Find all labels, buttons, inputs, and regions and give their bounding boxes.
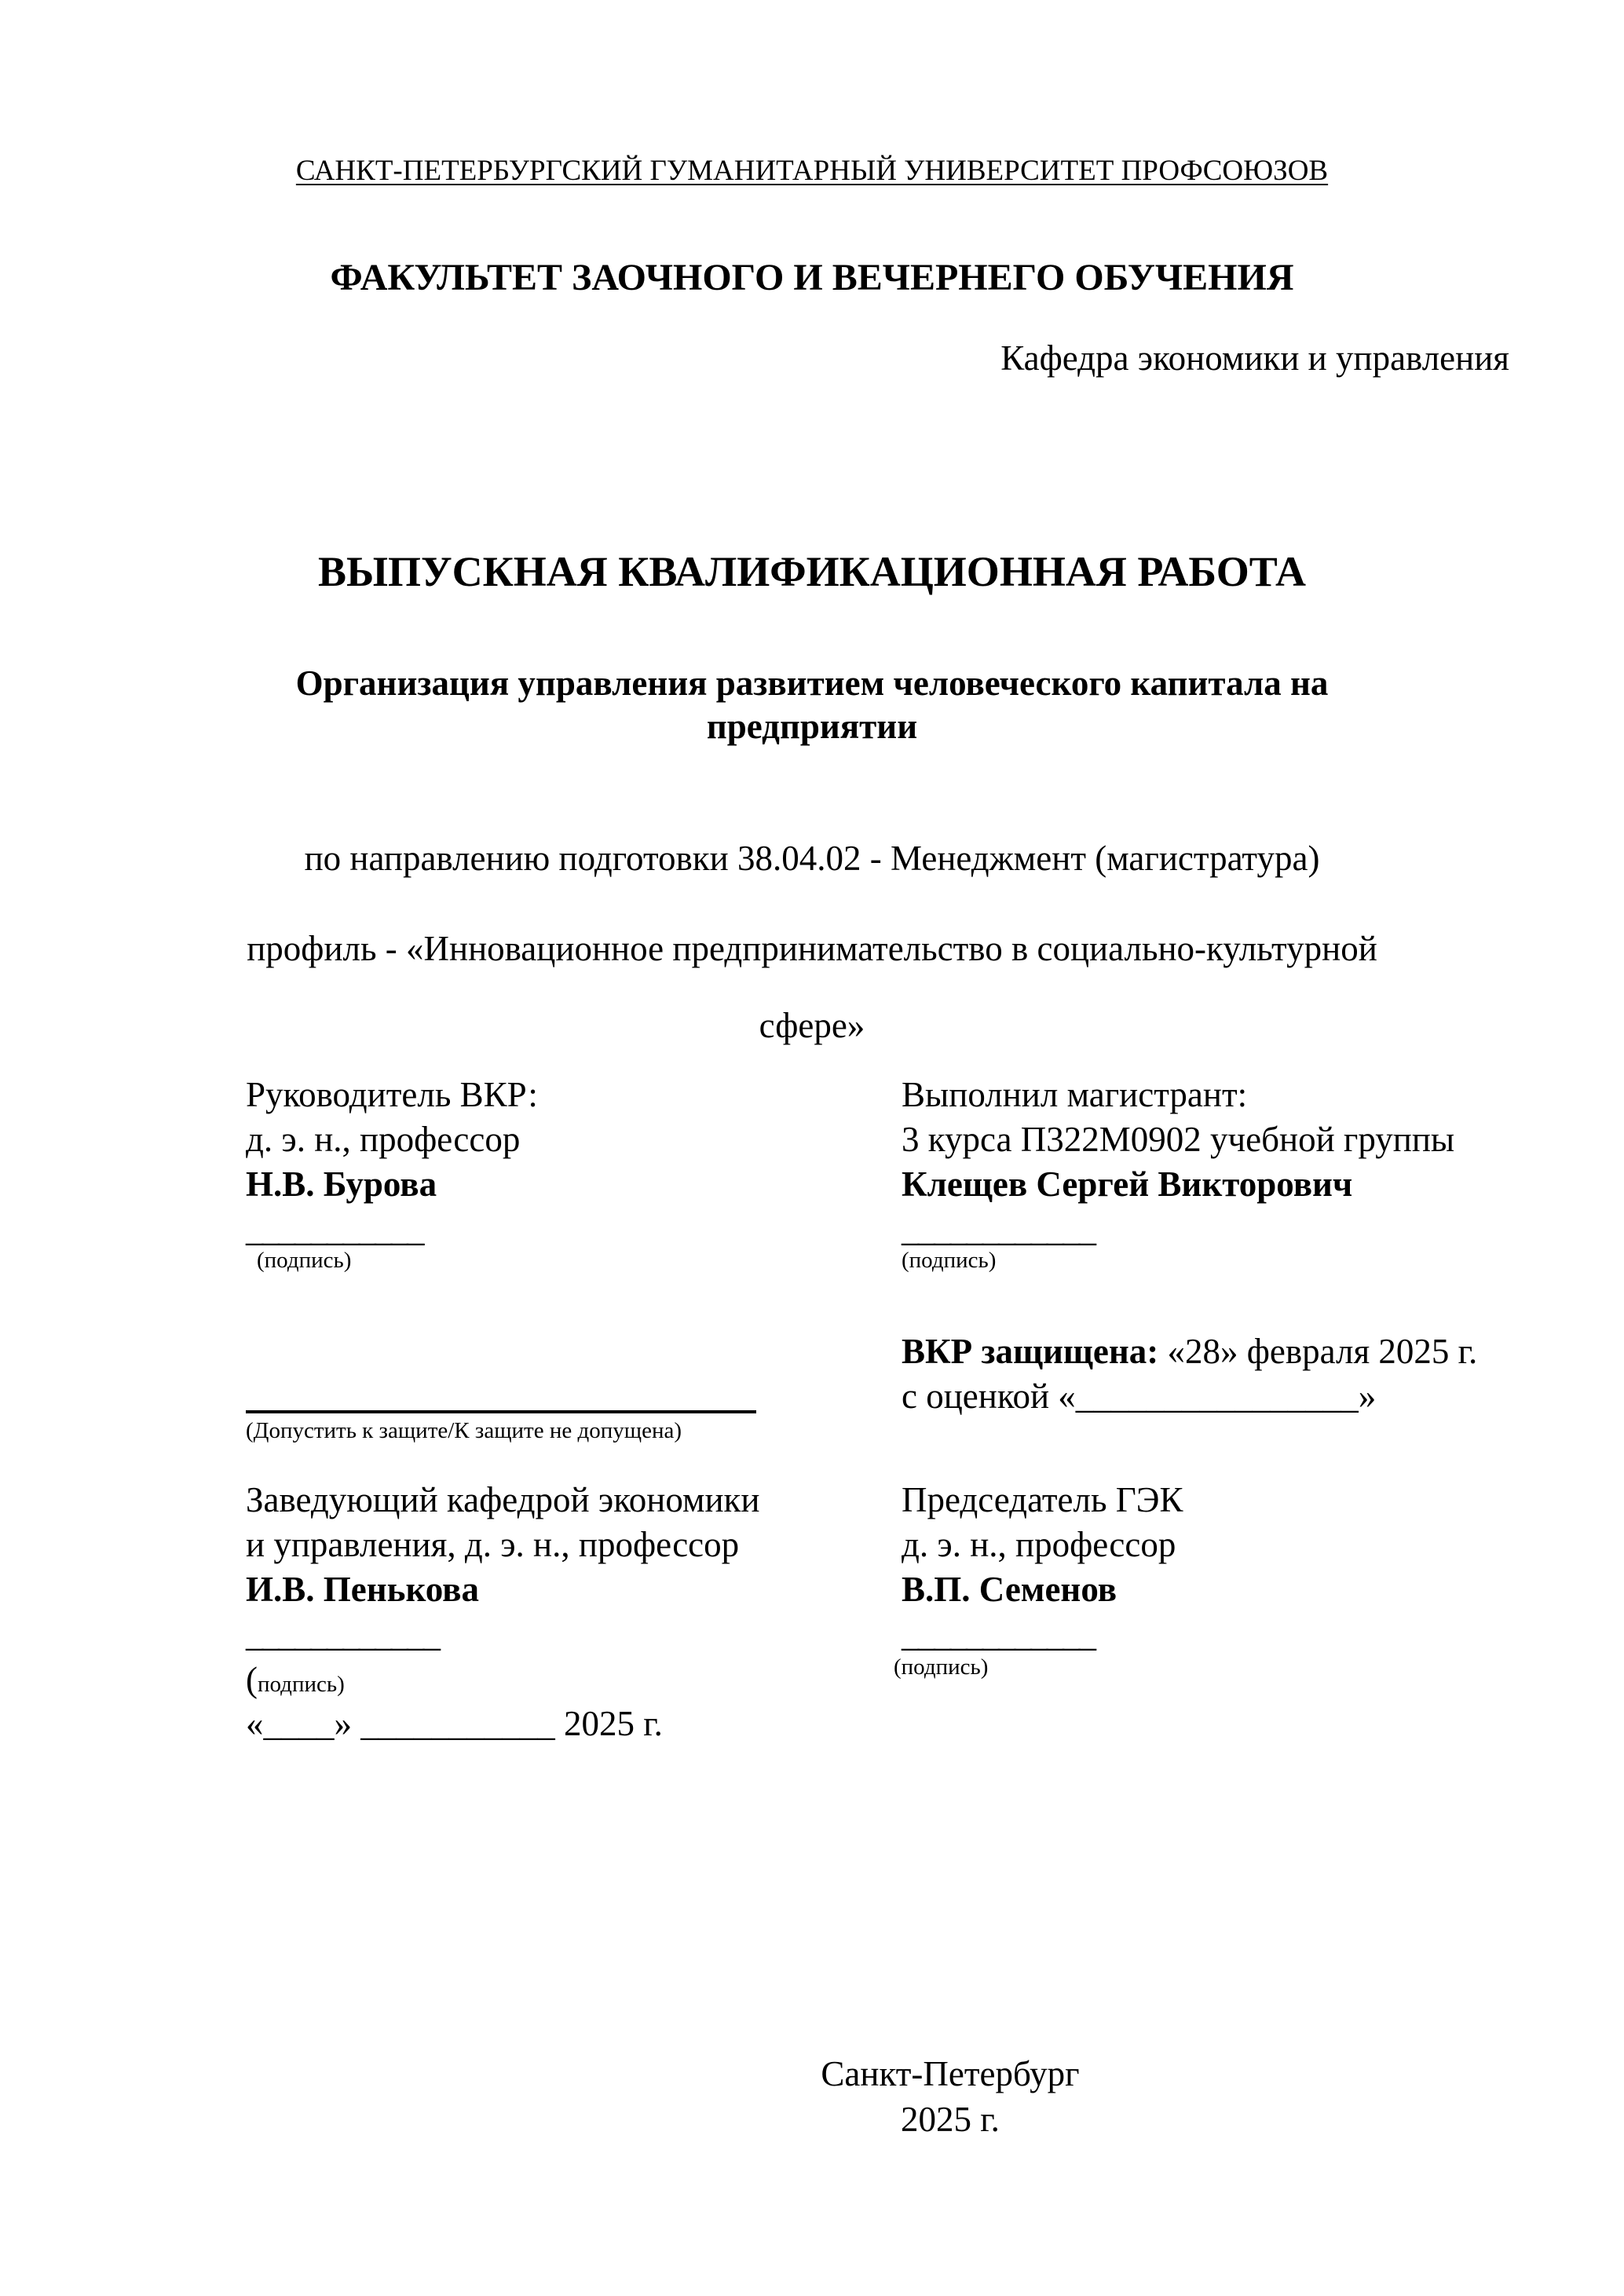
student-role: Выполнил магистрант:: [902, 1075, 1248, 1114]
head-role-line1: Заведующий кафедрой экономики: [246, 1480, 760, 1519]
supervisor-role: Руководитель ВКР:: [246, 1075, 538, 1114]
work-type-title: ВЫПУСКНАЯ КВАЛИФИКАЦИОННАЯ РАБОТА: [317, 548, 1307, 595]
student-name: Клещев Сергей Викторович: [902, 1164, 1353, 1204]
head-date-line: «____» ___________ 2025 г.: [246, 1704, 663, 1743]
chair-degree: д. э. н., профессор: [902, 1525, 1176, 1564]
chair-signature-line: ____________: [902, 1614, 1095, 1654]
footer: [0, 2051, 1624, 2142]
supervisor-name: Н.В. Бурова: [246, 1164, 437, 1204]
defense-grade: с оценкой «________________»: [902, 1377, 1377, 1416]
department-name: Кафедра экономики и управления: [1000, 338, 1509, 378]
study-profile: профиль - «Инновационное предпринимательство в социально-культурной сфере»: [247, 929, 1377, 1045]
thesis-topic: Организация управления развитием человеческого капитала на предприятии: [295, 664, 1329, 746]
admission-signature-line: [246, 1410, 756, 1413]
student-block: [902, 1073, 1454, 1252]
head-caption-text: подпись): [258, 1672, 345, 1697]
head-signature-line: ____________: [246, 1614, 439, 1654]
head-caption-paren: (: [246, 1660, 258, 1699]
footer-year: 2025 г.: [901, 2100, 1000, 2139]
commission-chair-block: [902, 1478, 1183, 1657]
chair-signature-caption: (подпись): [894, 1654, 989, 1680]
student-group: 3 курса П322М0902 учебной группы: [902, 1120, 1455, 1159]
chair-name: В.П. Семенов: [902, 1570, 1117, 1609]
faculty-name: ФАКУЛЬТЕТ ЗАОЧНОГО И ВЕЧЕРНЕГО ОБУЧЕНИЯ: [330, 257, 1294, 298]
defense-block: [902, 1329, 1477, 1419]
defense-label: ВКР защищена:: [902, 1332, 1159, 1371]
student-signature-line: ____________: [902, 1209, 1095, 1249]
head-signature-caption: [246, 1659, 345, 1700]
head-of-department-block: [246, 1478, 760, 1657]
chair-role: Председатель ГЭК: [902, 1480, 1183, 1519]
supervisor-signature-caption: (подпись): [257, 1248, 352, 1273]
admission-caption: (Допустить к защите/К защите не допущена): [246, 1418, 682, 1443]
defense-date: «28» февраля 2025 г.: [1167, 1332, 1478, 1371]
footer-city: Санкт-Петербург: [821, 2054, 1080, 2093]
supervisor-signature-line: ___________: [246, 1209, 423, 1249]
head-name: И.В. Пенькова: [246, 1570, 479, 1609]
study-direction: по направлению подготовки 38.04.02 - Менеджмент (магистратура): [304, 839, 1320, 878]
supervisor-degree: д. э. н., профессор: [246, 1120, 521, 1159]
student-signature-caption: (подпись): [902, 1248, 997, 1273]
head-role-line2: и управления, д. э. н., профессор: [246, 1525, 740, 1564]
university-name: САНКТ-ПЕТЕРБУРГСКИЙ ГУМАНИТАРНЫЙ УНИВЕРСИТЕТ ПРОФСОЮЗОВ: [295, 155, 1329, 187]
supervisor-block: [246, 1073, 538, 1252]
